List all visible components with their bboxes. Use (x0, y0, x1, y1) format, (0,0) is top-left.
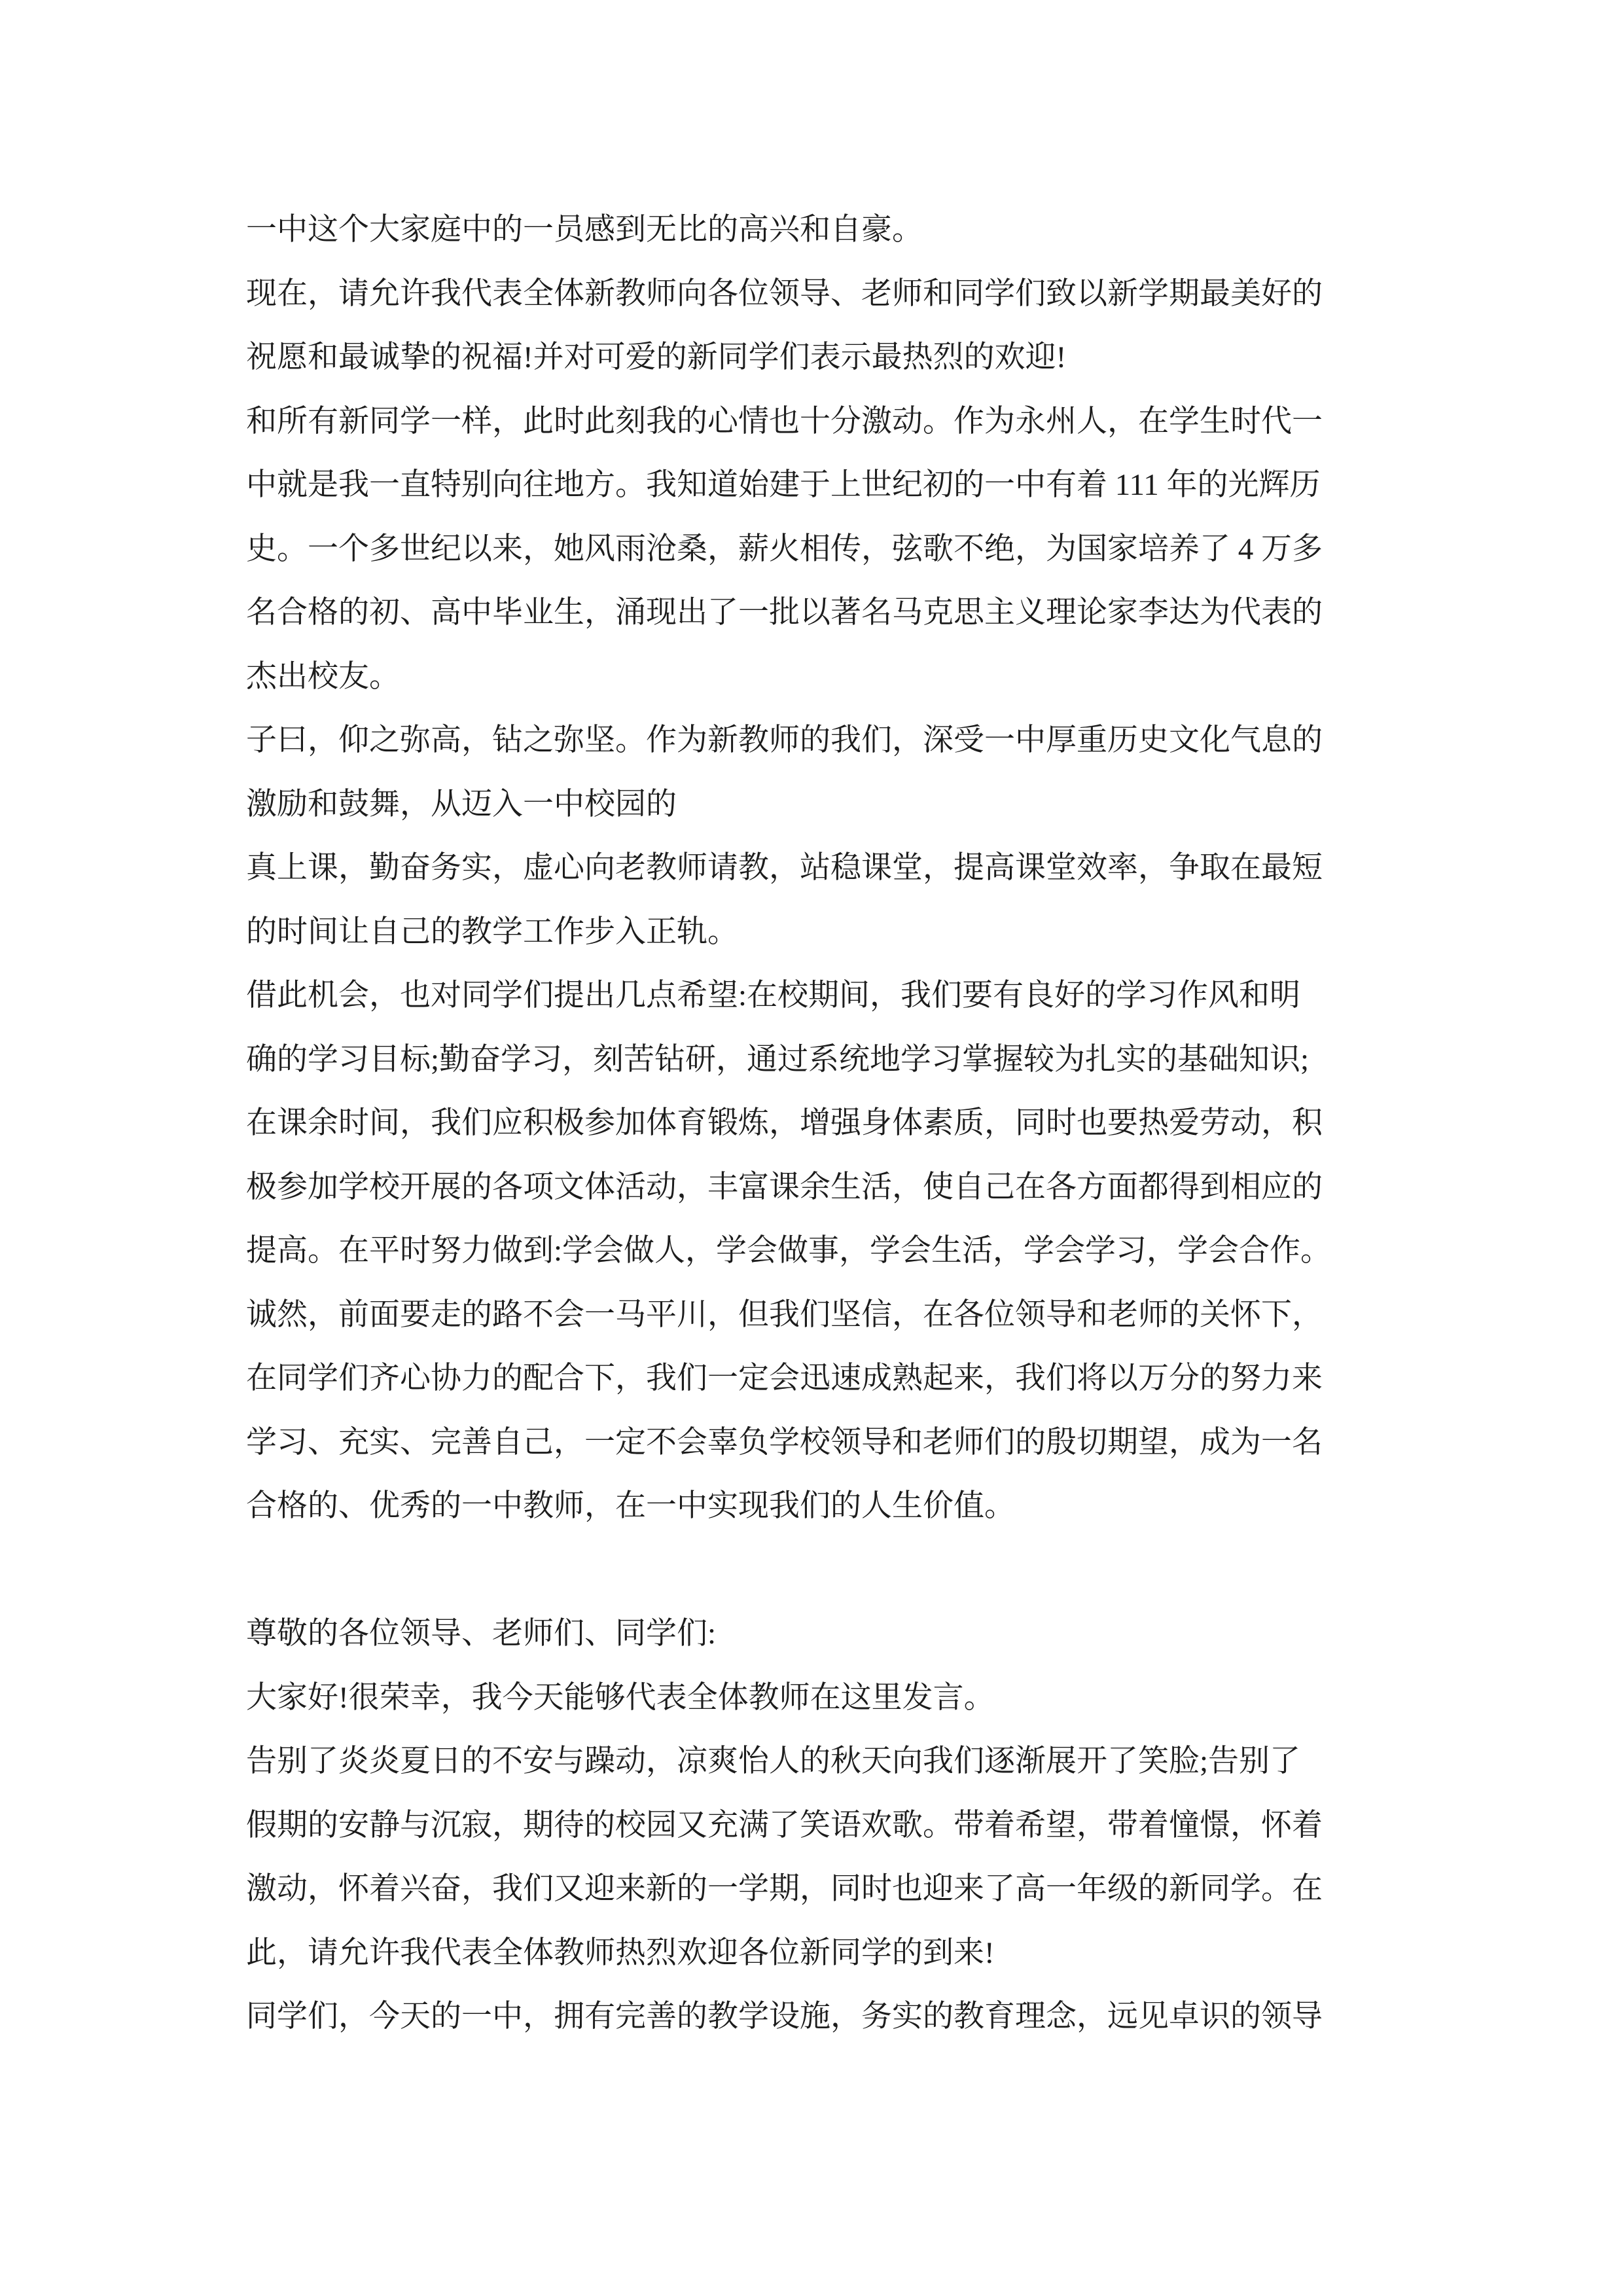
paragraph (246, 1666, 1411, 1731)
text-line: 确的学习目标;勤奋学习，刻苦钻研，通过系统地学习掌握较为扎实的基础知识; (246, 1042, 1310, 1077)
text-line: 祝愿和最诚挚的祝福!并对可爱的新同学们表示最热烈的欢迎! (246, 340, 1067, 374)
speech-section-1 (246, 198, 1411, 1539)
paragraph (246, 1283, 1411, 1539)
paragraph (246, 1730, 1411, 1985)
text-line: 告别了炎炎夏日的不安与躁动，凉爽怡人的秋天向我们逐渐展开了笑脸;告别了 (246, 1744, 1301, 1778)
text-line: 此，请允许我代表全体教师热烈欢迎各位新同学的到来! (246, 1935, 995, 1970)
text-line: 的时间让自己的教学工作步入正轨。 (246, 914, 738, 949)
text-line: 一中这个大家庭中的一员感到无比的高兴和自豪。 (246, 213, 923, 247)
text-line: 中就是我一直特别向往地方。我知道始建于上世纪初的一中有着 111 年的光辉历 (246, 468, 1321, 502)
blank-line (246, 1539, 1411, 1603)
text-line: 大家好!很荣幸，我今天能够代表全体教师在这里发言。 (246, 1680, 995, 1715)
paragraph (246, 709, 1411, 836)
text-line: 史。一个多世纪以来，她风雨沧桑，薪火相传，弦歌不绝，为国家培养了 4 万多 (246, 531, 1323, 566)
text-line: 提高。在平时努力做到:学会做人，学会做事，学会生活，学会学习，学会合作。 (246, 1234, 1332, 1268)
paragraph (246, 836, 1411, 964)
text-line: 极参加学校开展的各项文体活动，丰富课余生活，使自己在各方面都得到相应的 (246, 1170, 1323, 1204)
text-line: 假期的安静与沉寂，期待的校园又充满了笑语欢歌。带着希望，带着憧憬，怀着 (246, 1808, 1323, 1842)
text-line: 子曰，仰之弥高，钻之弥坚。作为新教师的我们，深受一中厚重历史文化气息的 (246, 723, 1323, 757)
text-line: 借此机会，也对同学们提出几点希望:在校期间，我们要有良好的学习作风和明 (246, 978, 1301, 1013)
paragraph (246, 198, 1411, 262)
text-line: 合格的、优秀的一中教师，在一中实现我们的人生价值。 (246, 1489, 1015, 1523)
text-line: 学习、充实、完善自己，一定不会辜负学校领导和老师们的殷切期望，成为一名 (246, 1425, 1323, 1460)
text-line: 现在，请允许我代表全体新教师向各位领导、老师和同学们致以新学期最美好的 (246, 276, 1323, 311)
document-body (246, 198, 1411, 2049)
paragraph (246, 1985, 1411, 2049)
paragraph (246, 390, 1411, 709)
text-line: 杰出校友。 (246, 659, 400, 694)
text-line: 真上课，勤奋务实，虚心向老教师请教，站稳课堂，提高课堂效率，争取在最短 (246, 851, 1323, 885)
paragraph (246, 964, 1411, 1283)
text-line: 名合格的初、高中毕业生，涌现出了一批以著名马克思主义理论家李达为代表的 (246, 596, 1323, 630)
text-line: 诚然，前面要走的路不会一马平川，但我们坚信，在各位领导和老师的关怀下， (246, 1297, 1323, 1332)
text-line: 在课余时间，我们应积极参加体育锻炼，增强身体素质，同时也要热爱劳动，积 (246, 1106, 1323, 1140)
speech-section-2 (246, 1602, 1411, 2049)
salutation (246, 1602, 1411, 1666)
paragraph (246, 262, 1411, 390)
text-line: 尊敬的各位领导、老师们、同学们: (246, 1617, 717, 1651)
text-line: 和所有新同学一样，此时此刻我的心情也十分激动。作为永州人，在学生时代一 (246, 404, 1323, 439)
text-line: 在同学们齐心协力的配合下，我们一定会迅速成熟起来，我们将以万分的努力来 (246, 1361, 1323, 1395)
text-line: 激励和鼓舞，从迈入一中校园的 (246, 787, 677, 821)
text-line: 同学们，今天的一中，拥有完善的教学设施，务实的教育理念，远见卓识的领导 (246, 2000, 1323, 2034)
text-line: 激动，怀着兴奋，我们又迎来新的一学期，同时也迎来了高一年级的新同学。在 (246, 1872, 1323, 1906)
